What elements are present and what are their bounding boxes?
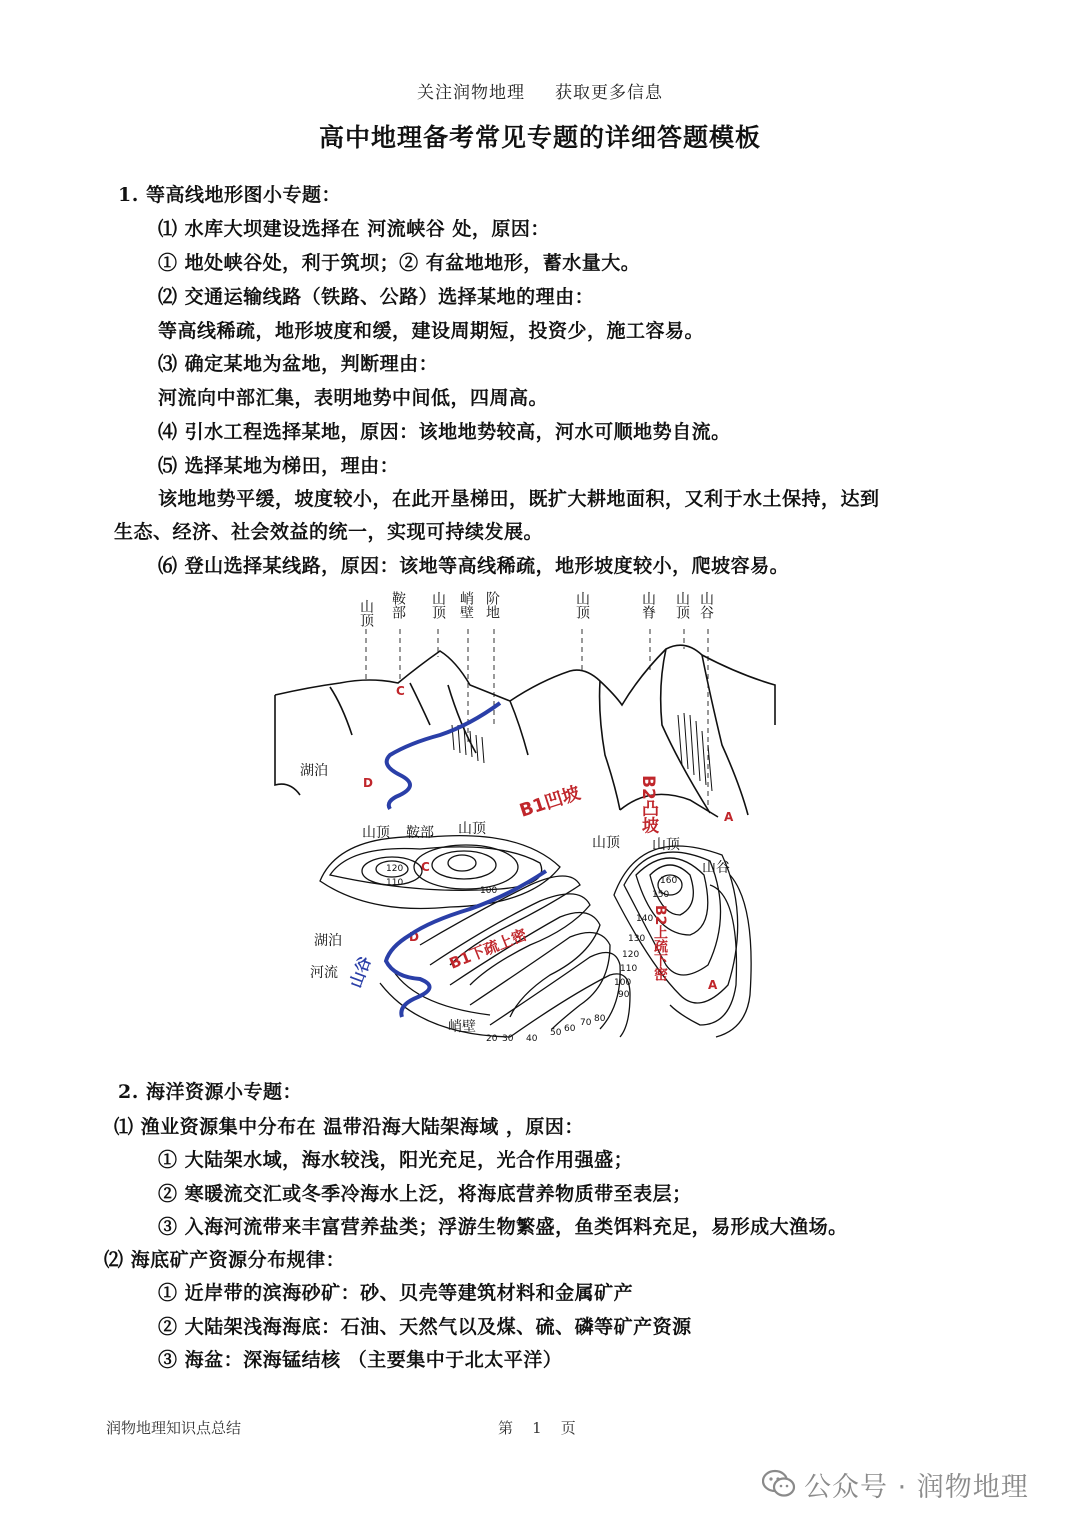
s2-line2: ① 大陆架水域，海水较浅，阳光充足，光合作用强盛； [158, 1149, 634, 1171]
lake-label-2: 湖泊 [314, 933, 342, 949]
elev-160: 160 [660, 876, 678, 886]
footer-page-num: 1 [532, 1419, 542, 1437]
contour-summit-4: 山顶 [652, 837, 680, 853]
elev-100-right: 100 [614, 978, 632, 988]
contour-numbers [386, 864, 677, 1044]
header-more-info: 获取更多信息 [555, 83, 663, 103]
elev-150: 150 [652, 890, 670, 900]
wechat-watermark [762, 1462, 1029, 1506]
elev-20: 20 [486, 1034, 498, 1044]
letter-d-lower: D [409, 930, 419, 944]
slope-hatching [452, 713, 712, 791]
contour-summit-2: 山顶 [458, 821, 486, 837]
elev-50: 50 [550, 1028, 562, 1038]
footer-page-number [498, 1417, 576, 1438]
label-cliff: 峭壁 [458, 591, 474, 619]
b2-note: B2上疏下密 [652, 905, 668, 982]
elev-70: 70 [580, 1018, 592, 1028]
footer-page-suffix: 页 [560, 1419, 576, 1437]
river-label: 河流 [310, 965, 338, 981]
s1-line3: ⑵ 交通运输线路（铁路、公路）选择某地的理由： [158, 286, 595, 308]
label-ridge: 山脊 [640, 591, 656, 619]
b1-concave-label: B1凹坡 [517, 782, 583, 822]
s1-line10: 生态、经济、社会效益的统一，实现可持续发展。 [114, 521, 544, 543]
letter-d-upper: D [363, 776, 373, 790]
elev-30: 30 [502, 1034, 514, 1044]
section2-heading: 2. 海洋资源小专题： [118, 1081, 302, 1103]
footer-title: 润物地理知识点总结 [106, 1419, 242, 1437]
b2-convex-label: B2凸坡 [638, 775, 658, 834]
terrain-figure [270, 585, 790, 1045]
elev-120-left: 120 [386, 864, 404, 874]
s2-line5: ⑵ 海底矿产资源分布规律： [104, 1249, 346, 1271]
lake-label-1: 湖泊 [300, 763, 328, 779]
page-title: 高中地理备考常见专题的详细答题模板 [318, 123, 761, 152]
page-header [0, 78, 1080, 103]
elev-130: 130 [628, 934, 646, 944]
s2-line1: ⑴ 渔业资源集中分布在 温带沿海大陆架海域 ，原因： [114, 1116, 584, 1138]
label-saddle: 鞍部 [390, 591, 406, 619]
s2-line8: ③ 海盆：深海锰结核 （主要集中于北太平洋） [158, 1349, 563, 1371]
label-summit-2: 山顶 [430, 591, 446, 619]
contour-valley: 山谷 [702, 860, 730, 876]
block-diagram [275, 645, 775, 817]
header-follow: 关注润物地理 [417, 83, 525, 103]
elev-110-right: 110 [620, 964, 638, 974]
letter-a-lower: A [708, 978, 718, 992]
letter-a-upper: A [724, 810, 734, 824]
s2-line7: ② 大陆架浅海海底：石油、天然气以及煤、硫、磷等矿产资源 [158, 1316, 692, 1338]
watermark-text: 公众号 · 润物地理 [804, 1471, 1029, 1503]
contour-summit-1: 山顶 [362, 825, 390, 841]
elev-60: 60 [564, 1024, 576, 1034]
s1-line6: 河流向中部汇集，表明地势中间低，四周高。 [158, 387, 549, 409]
elev-80: 80 [594, 1014, 606, 1024]
s1-line1: ⑴ 水库大坝建设选择在 河流峡谷 处，原因： [158, 218, 550, 240]
b1-note: B1下疏上密 [446, 925, 530, 973]
top-labels [358, 590, 714, 628]
elev-40: 40 [526, 1034, 538, 1044]
cliff-label: 峭壁 [448, 1019, 476, 1035]
s2-line6: ① 近岸带的滨海砂矿：砂、贝壳等建筑材料和金属矿产 [158, 1282, 634, 1304]
label-terrace: 阶地 [484, 591, 500, 619]
letter-c-upper: C [396, 684, 405, 698]
elev-140: 140 [636, 914, 654, 924]
label-summit-1: 山顶 [358, 599, 374, 627]
section1-heading: 1. 等高线地形图小专题： [118, 184, 341, 206]
s1-line8: ⑸ 选择某地为梯田，理由： [158, 455, 400, 477]
s1-line5: ⑶ 确定某地为盆地，判断理由： [158, 353, 439, 375]
elev-100-left: 100 [480, 886, 498, 896]
elev-110-left: 110 [386, 878, 404, 888]
s2-line3: ② 寒暖流交汇或冬季冷海水上泛，将海底营养物质带至表层； [158, 1183, 692, 1205]
contour-saddle: 鞍部 [406, 825, 434, 841]
s1-line4: 等高线稀疏，地形坡度和缓，建设周期短，投资少，施工容易。 [158, 320, 705, 342]
s1-line7: ⑷ 引水工程选择某地，原因：该地地势较高，河水可顺地势自流。 [158, 421, 731, 443]
s1-line2: ① 地处峡谷处，利于筑坝；② 有盆地地形，蓄水量大。 [158, 252, 641, 274]
s1-line9: 该地地势平缓，坡度较小，在此开垦梯田，既扩大耕地面积，又利于水土保持，达到 [158, 488, 880, 510]
s2-line4: ③ 入海河流带来丰富营养盐类；浮游生物繁盛，鱼类饵料充足，易形成大渔场。 [158, 1216, 848, 1238]
letter-c-lower: C [421, 860, 430, 874]
label-summit-3: 山顶 [574, 591, 590, 619]
wechat-icon [762, 1469, 796, 1499]
label-valley: 山谷 [698, 591, 714, 619]
footer-page-prefix: 第 [498, 1419, 514, 1437]
elev-90: 90 [618, 990, 630, 1000]
contour-lines [320, 836, 751, 1037]
s1-line11: ⑹ 登山选择某线路，原因：该地等高线稀疏，地形坡度较小，爬坡容易。 [158, 555, 790, 577]
valley-blue-label: 山谷 [345, 953, 375, 991]
contour-summit-3: 山顶 [592, 835, 620, 851]
elev-120-right: 120 [622, 950, 640, 960]
label-summit-4: 山顶 [674, 591, 690, 619]
